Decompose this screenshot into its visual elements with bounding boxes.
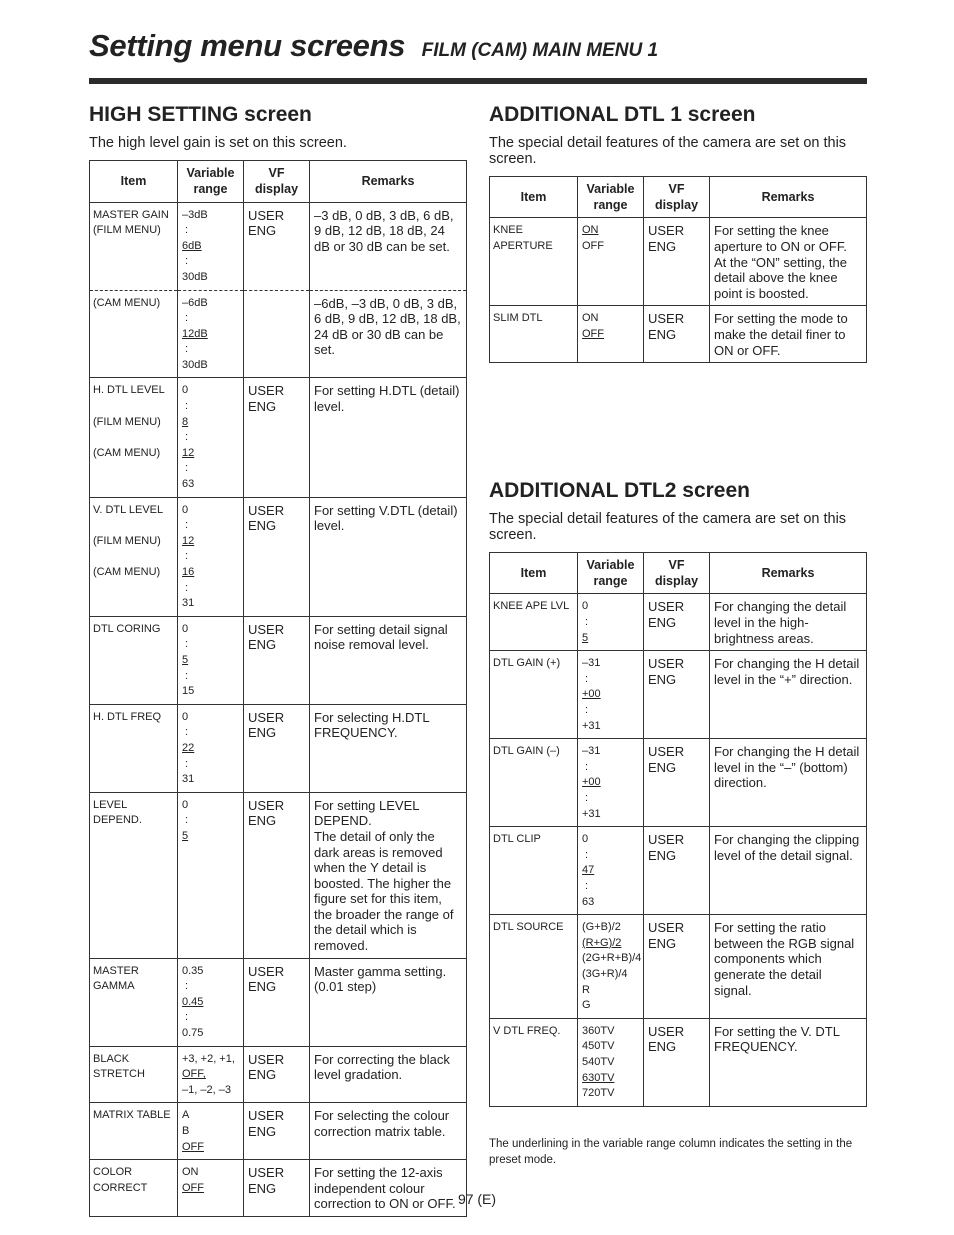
item-cell: DTL SOURCE xyxy=(490,915,578,1019)
vf-cell: USER ENG xyxy=(644,827,710,915)
footnote: The underlining in the variable range column indicates the setting in the preset mode. xyxy=(489,1138,853,1166)
high-setting-body xyxy=(90,202,467,1216)
range-cell xyxy=(178,1160,244,1217)
table-row xyxy=(90,704,467,792)
item-cell: MASTER GAIN (FILM MENU) xyxy=(90,202,178,290)
item-cell: LEVEL DEPEND. xyxy=(90,792,178,958)
remarks-cell: For setting the 12-axis independent colour correction to ON or OFF. xyxy=(310,1160,467,1217)
range-value: 0 xyxy=(582,833,589,846)
range-value: 0 xyxy=(582,600,589,613)
range-value: : xyxy=(185,581,189,594)
range-cell xyxy=(178,378,244,497)
remarks-cell: For setting H.DTL (detail) level. xyxy=(310,378,467,497)
range-value: 31 xyxy=(182,597,195,610)
range-value-preset: OFF xyxy=(582,328,604,341)
vf-cell: USER ENG xyxy=(644,218,710,306)
range-value-preset: OFF xyxy=(182,1140,204,1153)
table-row xyxy=(90,616,467,704)
remarks-cell: –3 dB, 0 dB, 3 dB, 6 dB, 9 dB, 12 dB, 18 dB, 24 dB or 30 dB can be set. xyxy=(310,202,467,290)
vf-cell: USER ENG xyxy=(644,915,710,1019)
item-cell: KNEE APE LVL xyxy=(490,594,578,651)
range-value: +3, +2, +1, xyxy=(182,1052,235,1065)
range-value: : xyxy=(185,757,189,770)
vf-cell xyxy=(244,290,310,378)
range-value: 0.75 xyxy=(182,1027,204,1040)
dtl1-intro: The special detail features of the camera are set on this screen. xyxy=(489,135,847,168)
range-value-preset: 5 xyxy=(182,653,189,666)
table-row xyxy=(490,651,867,739)
dtl1-section xyxy=(489,103,867,363)
range-value: 540TV xyxy=(582,1055,615,1068)
range-value: : xyxy=(185,343,189,356)
remarks-cell: For changing the clipping level of the detail signal. xyxy=(710,827,867,915)
range-cell xyxy=(578,827,644,915)
item-cell: DTL GAIN (+) xyxy=(490,651,578,739)
range-cell xyxy=(578,739,644,827)
page-title: Setting menu screens xyxy=(89,28,406,63)
remarks-cell: For selecting the colour correction matrix table. xyxy=(310,1103,467,1160)
range-value: (2G+R+B)/4 xyxy=(582,952,642,965)
range-value: +31 xyxy=(582,719,601,732)
vf-cell: USER ENG xyxy=(244,1046,310,1103)
remarks-cell: For changing the H detail level in the “–” (bottom) direction. xyxy=(710,739,867,827)
range-cell xyxy=(578,306,644,363)
range-value-preset: 630TV xyxy=(582,1071,615,1084)
table-row xyxy=(90,1046,467,1103)
range-cell xyxy=(178,704,244,792)
range-value: : xyxy=(585,792,589,804)
range-value: : xyxy=(185,431,189,444)
item-cell: V DTL FREQ. xyxy=(490,1018,578,1106)
table-row xyxy=(490,1018,867,1106)
range-value: : xyxy=(585,672,589,685)
item-cell: DTL GAIN (–) xyxy=(490,739,578,827)
range-value: 15 xyxy=(182,685,195,698)
range-value: : xyxy=(585,760,589,773)
header-remarks: Remarks xyxy=(310,161,467,203)
range-value: R xyxy=(582,983,590,996)
table-row xyxy=(90,958,467,1046)
vf-cell: USER ENG xyxy=(244,497,310,616)
range-value: : xyxy=(185,814,189,827)
range-value: : xyxy=(585,879,589,892)
table-row xyxy=(90,378,467,497)
table-row xyxy=(90,202,467,290)
range-value: OFF xyxy=(582,240,604,253)
range-cell xyxy=(578,1018,644,1106)
remarks-cell: For setting the knee aperture to ON or OFF. At the “ON” setting, the detail above the knee point is boosted. xyxy=(710,218,867,306)
range-cell xyxy=(578,915,644,1019)
header-range: Variable range xyxy=(578,176,644,218)
remarks-cell: For setting LEVEL DEPEND. The detail of only the dark areas is removed when the Y detail is boosted. The higher the figure set for this item, the broader the range of the detail which is removed. xyxy=(310,792,467,958)
range-value: 0.35 xyxy=(182,964,204,977)
range-value-preset: OFF, xyxy=(182,1068,206,1081)
remarks-cell: For correcting the black level gradation. xyxy=(310,1046,467,1103)
range-value: –6dB xyxy=(182,296,208,309)
header-vf: VF display xyxy=(644,552,710,594)
item-cell: H. DTL FREQ xyxy=(90,704,178,792)
range-value: : xyxy=(585,704,589,717)
range-cell xyxy=(578,218,644,306)
table-row xyxy=(490,594,867,651)
range-value: 0 xyxy=(182,710,189,723)
vf-cell: USER ENG xyxy=(244,378,310,497)
table-header-row xyxy=(90,161,467,203)
range-value-preset: 8 xyxy=(182,415,189,428)
dtl2-body xyxy=(490,594,867,1106)
item-cell: (CAM MENU) xyxy=(90,290,178,378)
table-row xyxy=(490,827,867,915)
high-setting-section xyxy=(89,103,467,1217)
remarks-cell: Master gamma setting. (0.01 step) xyxy=(310,958,467,1046)
range-value: : xyxy=(185,312,189,325)
range-value: 450TV xyxy=(582,1040,615,1053)
range-value-preset: 12 xyxy=(182,534,195,547)
range-value: : xyxy=(585,616,589,629)
range-value: : xyxy=(185,980,189,993)
vf-cell: USER ENG xyxy=(244,704,310,792)
vf-cell: USER ENG xyxy=(644,1018,710,1106)
range-value-preset: +00 xyxy=(582,776,601,789)
range-value: : xyxy=(185,669,189,682)
vf-cell: USER ENG xyxy=(244,1103,310,1160)
vf-cell: USER ENG xyxy=(644,739,710,827)
header-vf: VF display xyxy=(244,161,310,203)
page-header xyxy=(89,28,866,64)
range-value: 0 xyxy=(182,798,189,811)
range-value: A xyxy=(182,1109,190,1122)
vf-cell: USER ENG xyxy=(244,1160,310,1217)
table-row xyxy=(490,306,867,363)
range-value: : xyxy=(185,255,189,268)
range-cell xyxy=(578,651,644,739)
range-value-preset: 12dB xyxy=(182,327,208,340)
header-rule xyxy=(89,78,867,84)
header-range: Variable range xyxy=(578,552,644,594)
table-row xyxy=(90,1103,467,1160)
table-header-row xyxy=(490,552,867,594)
range-value: : xyxy=(185,519,189,532)
range-value: : xyxy=(185,224,189,237)
range-value: 30dB xyxy=(182,358,208,371)
range-value-preset: 47 xyxy=(582,864,595,877)
range-value-preset: 22 xyxy=(182,741,195,754)
remarks-cell: For setting V.DTL (detail) level. xyxy=(310,497,467,616)
table-row xyxy=(90,497,467,616)
vf-cell: USER ENG xyxy=(244,202,310,290)
remarks-cell: For setting detail signal noise removal level. xyxy=(310,616,467,704)
range-value-preset: 5 xyxy=(182,829,189,842)
range-value: 63 xyxy=(582,895,595,908)
table-row xyxy=(490,218,867,306)
dtl1-title: ADDITIONAL DTL 1 screen xyxy=(489,103,756,126)
header-item: Item xyxy=(490,552,578,594)
range-cell xyxy=(178,1103,244,1160)
item-cell: KNEE APERTURE xyxy=(490,218,578,306)
vf-cell: USER ENG xyxy=(644,594,710,651)
range-value: 31 xyxy=(182,773,195,786)
header-item: Item xyxy=(490,176,578,218)
range-value: (G+B)/2 xyxy=(582,921,621,934)
item-cell: SLIM DTL xyxy=(490,306,578,363)
remarks-cell: For setting the V. DTL FREQUENCY. xyxy=(710,1018,867,1106)
page-number: 97 (E) xyxy=(457,1191,497,1207)
range-value-preset: 12 xyxy=(182,446,195,459)
dtl2-section xyxy=(489,479,867,1107)
range-value-preset: 5 xyxy=(582,631,589,644)
range-value: 720TV xyxy=(582,1087,615,1100)
header-item: Item xyxy=(90,161,178,203)
page-subtitle: FILM (CAM) MAIN MENU 1 xyxy=(421,40,659,61)
table-row xyxy=(490,739,867,827)
remarks-cell: For selecting H.DTL FREQUENCY. xyxy=(310,704,467,792)
range-cell xyxy=(178,497,244,616)
range-value: ON xyxy=(182,1166,199,1179)
range-value-preset: OFF xyxy=(182,1181,204,1194)
range-value-preset: 0.45 xyxy=(182,995,204,1008)
remarks-cell: For setting the ratio between the RGB signal components which generate the detail signal. xyxy=(710,915,867,1019)
range-value: (3G+R)/4 xyxy=(582,967,628,980)
range-cell xyxy=(178,616,244,704)
range-value: : xyxy=(185,638,189,651)
table-row xyxy=(90,290,467,378)
high-setting-intro: The high level gain is set on this screen. xyxy=(89,135,347,152)
item-cell: BLACK STRETCH xyxy=(90,1046,178,1103)
range-cell xyxy=(178,290,244,378)
item-cell: H. DTL LEVEL (FILM MENU) (CAM MENU) xyxy=(90,378,178,497)
range-cell xyxy=(178,202,244,290)
range-value: +31 xyxy=(582,807,601,820)
table-row xyxy=(90,792,467,958)
vf-cell: USER ENG xyxy=(244,958,310,1046)
range-value-preset: +00 xyxy=(582,688,601,701)
header-vf: VF display xyxy=(644,176,710,218)
range-value-preset: (R+G)/2 xyxy=(582,936,622,949)
range-cell xyxy=(178,958,244,1046)
range-value: 30dB xyxy=(182,270,208,283)
remarks-cell: For setting the mode to make the detail finer to ON or OFF. xyxy=(710,306,867,363)
range-value: –31 xyxy=(582,745,601,758)
header-remarks: Remarks xyxy=(710,552,867,594)
range-value: 360TV xyxy=(582,1024,615,1037)
range-value: B xyxy=(182,1125,190,1137)
range-value-preset: ON xyxy=(582,224,599,237)
remarks-cell: –6dB, –3 dB, 0 dB, 3 dB, 6 dB, 9 dB, 12 dB, 18 dB, 24 dB or 30 dB can be set. xyxy=(310,290,467,378)
table-row xyxy=(90,1160,467,1217)
range-value: : xyxy=(185,462,189,475)
range-value: 0 xyxy=(182,503,189,516)
range-value: –3dB xyxy=(182,208,208,221)
range-value: : xyxy=(185,400,189,413)
table-row xyxy=(490,915,867,1019)
range-value: ON xyxy=(582,312,599,325)
item-cell: V. DTL LEVEL (FILM MENU) (CAM MENU) xyxy=(90,497,178,616)
range-value: 0 xyxy=(182,622,189,635)
range-value: : xyxy=(585,848,589,861)
remarks-cell: For changing the H detail level in the “+” direction. xyxy=(710,651,867,739)
range-value: –31 xyxy=(582,657,601,670)
range-value: 63 xyxy=(182,478,195,491)
table-header-row xyxy=(490,176,867,218)
header-remarks: Remarks xyxy=(710,176,867,218)
item-cell: DTL CLIP xyxy=(490,827,578,915)
vf-cell: USER ENG xyxy=(644,306,710,363)
high-setting-title: HIGH SETTING screen xyxy=(89,103,312,126)
dtl1-table xyxy=(489,176,867,363)
vf-cell: USER ENG xyxy=(244,792,310,958)
range-value: –1, –2, –3 xyxy=(182,1083,231,1096)
header-range: Variable range xyxy=(178,161,244,203)
dtl2-intro: The special detail features of the camera are set on this screen. xyxy=(489,511,847,544)
range-value-preset: 6dB xyxy=(182,239,202,252)
range-cell xyxy=(178,792,244,958)
range-cell xyxy=(578,594,644,651)
item-cell: MATRIX TABLE xyxy=(90,1103,178,1160)
dtl1-body xyxy=(490,218,867,363)
range-value: : xyxy=(185,1011,189,1024)
range-value: 0 xyxy=(182,384,189,397)
range-value-preset: 16 xyxy=(182,566,195,578)
dtl2-table xyxy=(489,552,867,1107)
range-value: : xyxy=(185,726,189,739)
remarks-cell: For changing the detail level in the high-brightness areas. xyxy=(710,594,867,651)
vf-cell: USER ENG xyxy=(244,616,310,704)
range-value: G xyxy=(582,999,591,1012)
dtl2-title: ADDITIONAL DTL2 screen xyxy=(489,479,750,502)
item-cell: COLOR CORRECT xyxy=(90,1160,178,1217)
high-setting-table xyxy=(89,160,467,1217)
item-cell: DTL CORING xyxy=(90,616,178,704)
range-cell xyxy=(178,1046,244,1103)
vf-cell: USER ENG xyxy=(644,651,710,739)
item-cell: MASTER GAMMA xyxy=(90,958,178,1046)
range-value: : xyxy=(185,550,189,563)
